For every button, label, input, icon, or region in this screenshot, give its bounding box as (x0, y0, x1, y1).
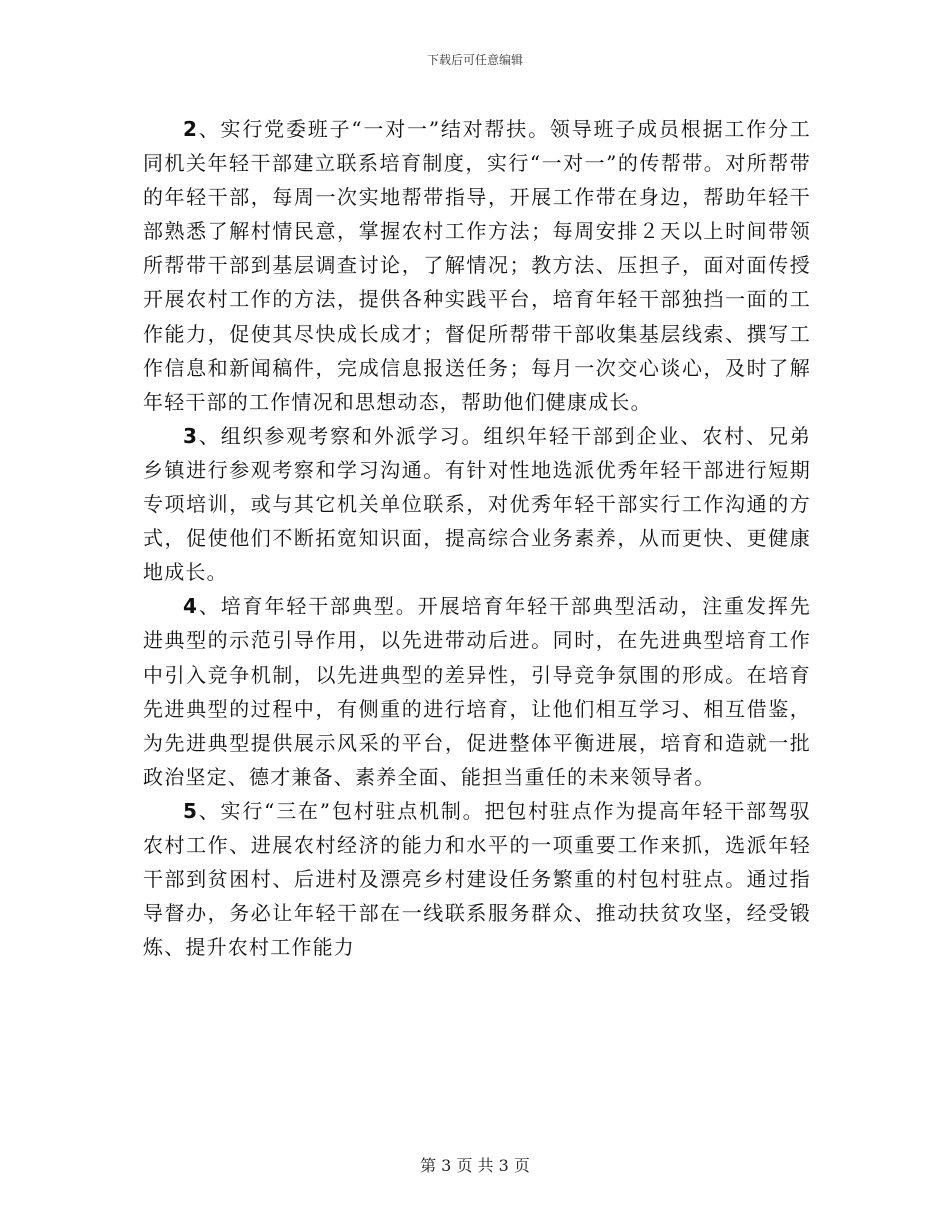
paragraph-3 (143, 419, 811, 589)
page-footer: 第 3 页 共 3 页 (420, 1156, 530, 1175)
paragraph-text: 、组织参观考察和外派学习。组织年轻干部到企业、农村、兄弟乡镇进行参观考察和学习沟通。有针对性地选派优秀年轻干部进行短期专项培训，或与其它机关单位联系，对优秀年轻干部实行工作沟通的方式，促使他们不断拓宽知识面，提高综合业务素养，从而更快、更健康地成长。 (143, 423, 811, 585)
paragraph-text: 、培育年轻干部典型。开展培育年轻干部典型活动，注重发挥先进典型的示范引导作用，以先进带动后进。同时，在先进典型培育工作中引入竞争机制，以先进典型的差异性，引导竞争氛围的形成。在培育先进典型的过程中，有侧重的进行培育，让他们相互学习、相互借鉴，为先进典型提供展示风采的平台，促进整体平衡进展，培育和造就一批政治坚定、德才兼备、素养全面、能担当重任的未来领导者。 (143, 594, 811, 789)
paragraph-2 (143, 112, 811, 419)
paragraph-number: 4 (183, 594, 199, 619)
paragraph-4 (143, 589, 811, 794)
page-header: 下载后可任意编辑 (426, 53, 523, 67)
document-body (143, 112, 811, 964)
paragraph-number: 5 (183, 798, 199, 823)
paragraph-text: 、实行“三在”包村驻点机制。把包村驻点作为提高年轻干部驾驭农村工作、进展农村经济的能力和水平的一项重要工作来抓，选派年轻干部到贫困村、后进村及漂亮乡村建设任务繁重的村包村驻点。通过指导督办，务必让年轻干部在一线联系服务群众、推动扶贫攻坚，经受锻炼、提升农村工作能力 (143, 798, 811, 960)
paragraph-text: 、实行党委班子“一对一”结对帮扶。领导班子成员根据工作分工同机关年轻干部建立联系培育制度，实行“一对一”的传帮带。对所帮带的年轻干部，每周一次实地帮带指导，开展工作带在身边，帮助年轻干部熟悉了解村情民意，掌握农村工作方法；每周安排２天以上时间带领所帮带干部到基层调查讨论，了解情况；教方法、压担子，面对面传授开展农村工作的方法，提供各种实践平台，培育年轻干部独挡一面的工作能力，促使其尽快成长成才；督促所帮带干部收集基层线索、撰写工作信息和新闻稿件，完成信息报送任务；每月一次交心谈心，及时了解年轻干部的工作情况和思想动态，帮助他们健康成长。 (143, 117, 811, 414)
paragraph-number: 2 (183, 117, 199, 141)
paragraph-number: 3 (183, 423, 199, 448)
paragraph-5 (143, 794, 811, 964)
